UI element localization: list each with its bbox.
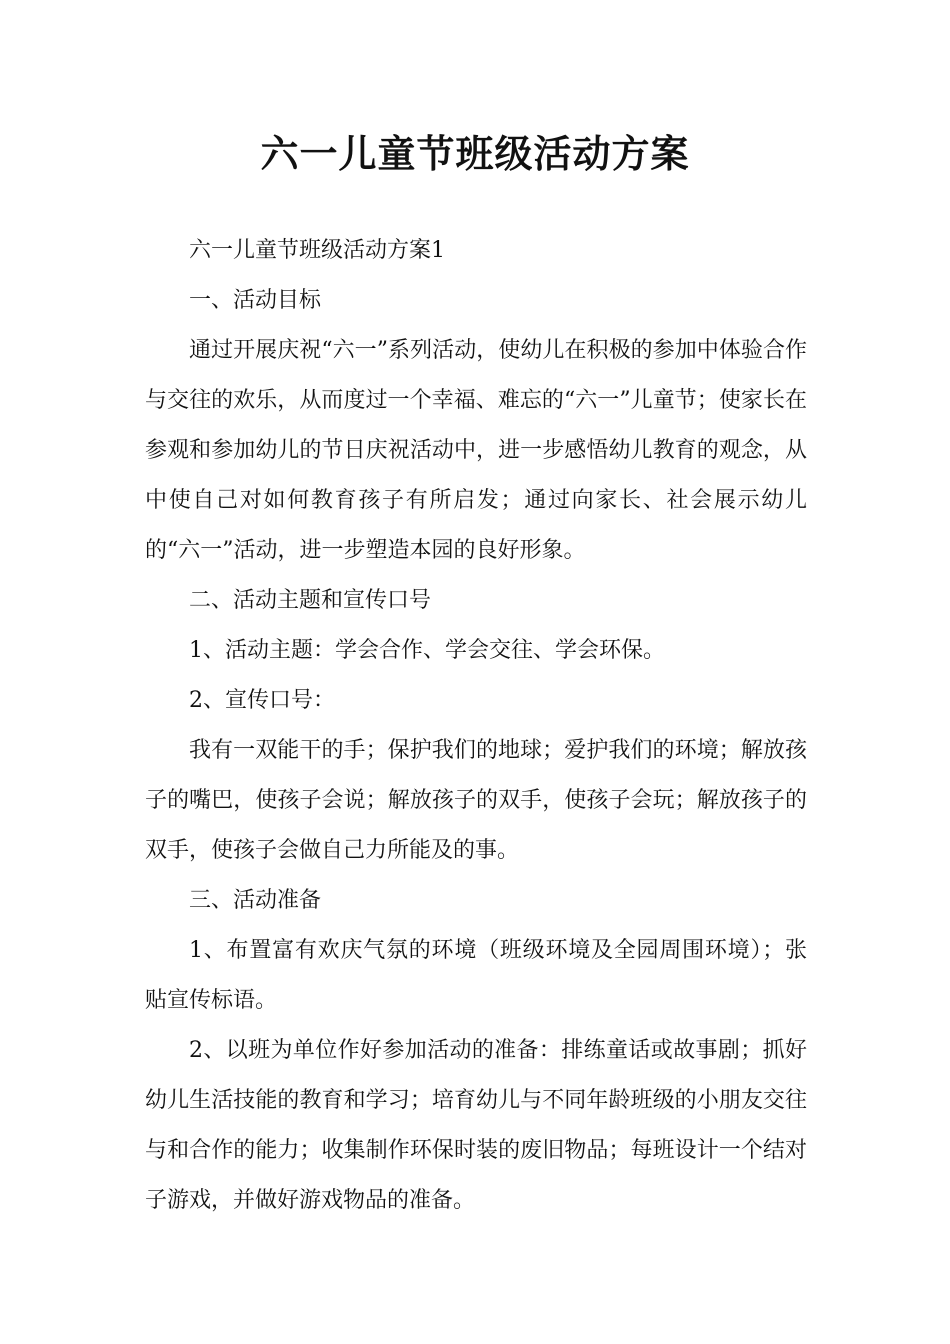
body-paragraph: 1、布置富有欢庆气氛的环境（班级环境及全园周围环境）；张贴宣传标语。 [145,938,807,1013]
section-heading: 一、活动目标 [189,288,322,313]
document-title: 六一儿童节班级活动方案 [260,132,690,176]
section-heading: 六一儿童节班级活动方案1 [189,238,445,263]
body-paragraph: 1、活动主题：学会合作、学会交往、学会环保。 [189,638,665,663]
body-paragraph: 2、宣传口号： [189,688,335,713]
document-body [145,226,807,1226]
body-paragraph: 我有一双能干的手；保护我们的地球；爱护我们的环境；解放孩子的嘴巴，使孩子会说；解放孩子的双手，使孩子会玩；解放孩子的双手，使孩子会做自己力所能及的事。 [145,738,807,863]
body-paragraph: 通过开展庆祝“六一”系列活动，使幼儿在积极的参加中体验合作与交往的欢乐，从而度过一个幸福、难忘的“六一”儿童节；使家长在参观和参加幼儿的节日庆祝活动中，进一步感悟幼儿教育的观念，从中使自己对如何教育孩子有所启发；通过向家长、社会展示幼儿的“六一”活动，进一步塑造本园的良好形象。 [145,338,807,563]
section-heading: 三、活动准备 [189,888,322,913]
section-heading: 二、活动主题和宣传口号 [189,588,432,613]
body-paragraph: 2、以班为单位作好参加活动的准备：排练童话或故事剧；抓好幼儿生活技能的教育和学习；培育幼儿与不同年龄班级的小朋友交往与和合作的能力；收集制作环保时装的废旧物品；每班设计一个结对子游戏，并做好游戏物品的准备。 [145,1038,807,1213]
